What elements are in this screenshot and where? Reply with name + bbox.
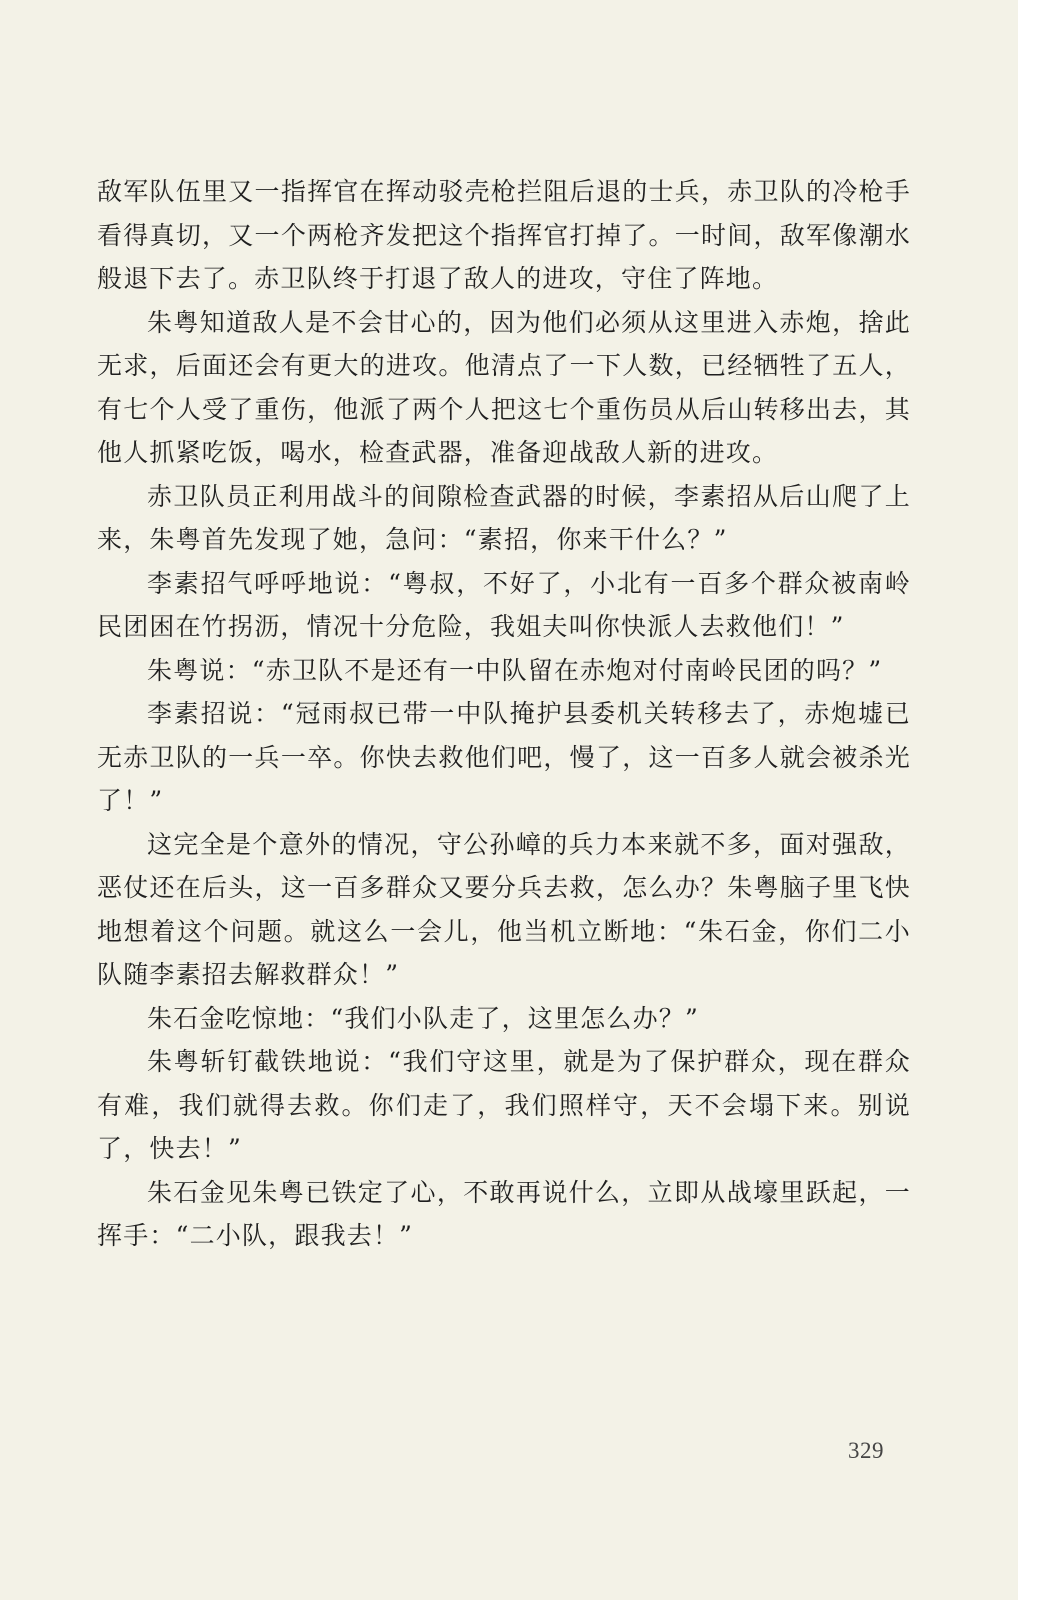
paragraph: 这完全是个意外的情况，守公孙嶂的兵力本来就不多，面对强敌，恶仗还在后头，这一百多群众又要分兵去救，怎么办？朱粤脑子里飞快地想着这个问题。就这么一会儿，他当机立断地：“朱石金，你们二小队随李素招去解救群众！”	[97, 829, 911, 989]
paragraph: 李素招说：“冠雨叔已带一中队掩护县委机关转移去了，赤炮墟已无赤卫队的一兵一卒。你快去救他们吧，慢了，这一百多人就会被杀光了！”	[97, 699, 911, 815]
paragraph: 李素招气呼呼地说：“粤叔，不好了，小北有一百多个群众被南岭民团困在竹拐沥，情况十分危险，我姐夫叫你快派人去救他们！”	[97, 568, 911, 641]
paragraph: 朱石金见朱粤已铁定了心，不敢再说什么，立即从战壕里跃起，一挥手：“二小队，跟我去！”	[97, 1177, 911, 1250]
paragraph: 朱石金吃惊地：“我们小队走了，这里怎么办？”	[147, 1003, 699, 1033]
paragraph: 赤卫队员正利用战斗的间隙检查武器的时候，李素招从后山爬了上来，朱粤首先发现了她，急问：“素招，你来干什么？”	[97, 481, 911, 554]
page-edge	[1018, 0, 1040, 1600]
paragraph: 朱粤斩钉截铁地说：“我们守这里，就是为了保护群众，现在群众有难，我们就得去救。你们走了，我们照样守，天不会塌下来。别说了，快去！”	[97, 1047, 911, 1163]
page-number: 329	[848, 1438, 884, 1463]
paragraph: 朱粤知道敌人是不会甘心的，因为他们必须从这里进入赤炮，捨此无求，后面还会有更大的进攻。他清点了一下人数，已经牺牲了五人，有七个人受了重伤，他派了两个人把这七个重伤员从后山转移出去，其他人抓紧吃饭，喝水，检查武器，准备迎战敌人新的进攻。	[97, 307, 911, 467]
paragraph: 敌军队伍里又一指挥官在挥动驳壳枪拦阻后退的士兵，赤卫队的冷枪手看得真切，又一个两枪齐发把这个指挥官打掉了。一时间，敌军像潮水般退下去了。赤卫队终于打退了敌人的进攻，守住了阵地。	[97, 177, 911, 293]
body-text	[97, 170, 911, 1258]
paragraph: 朱粤说：“赤卫队不是还有一中队留在赤炮对付南岭民团的吗？”	[147, 655, 883, 685]
